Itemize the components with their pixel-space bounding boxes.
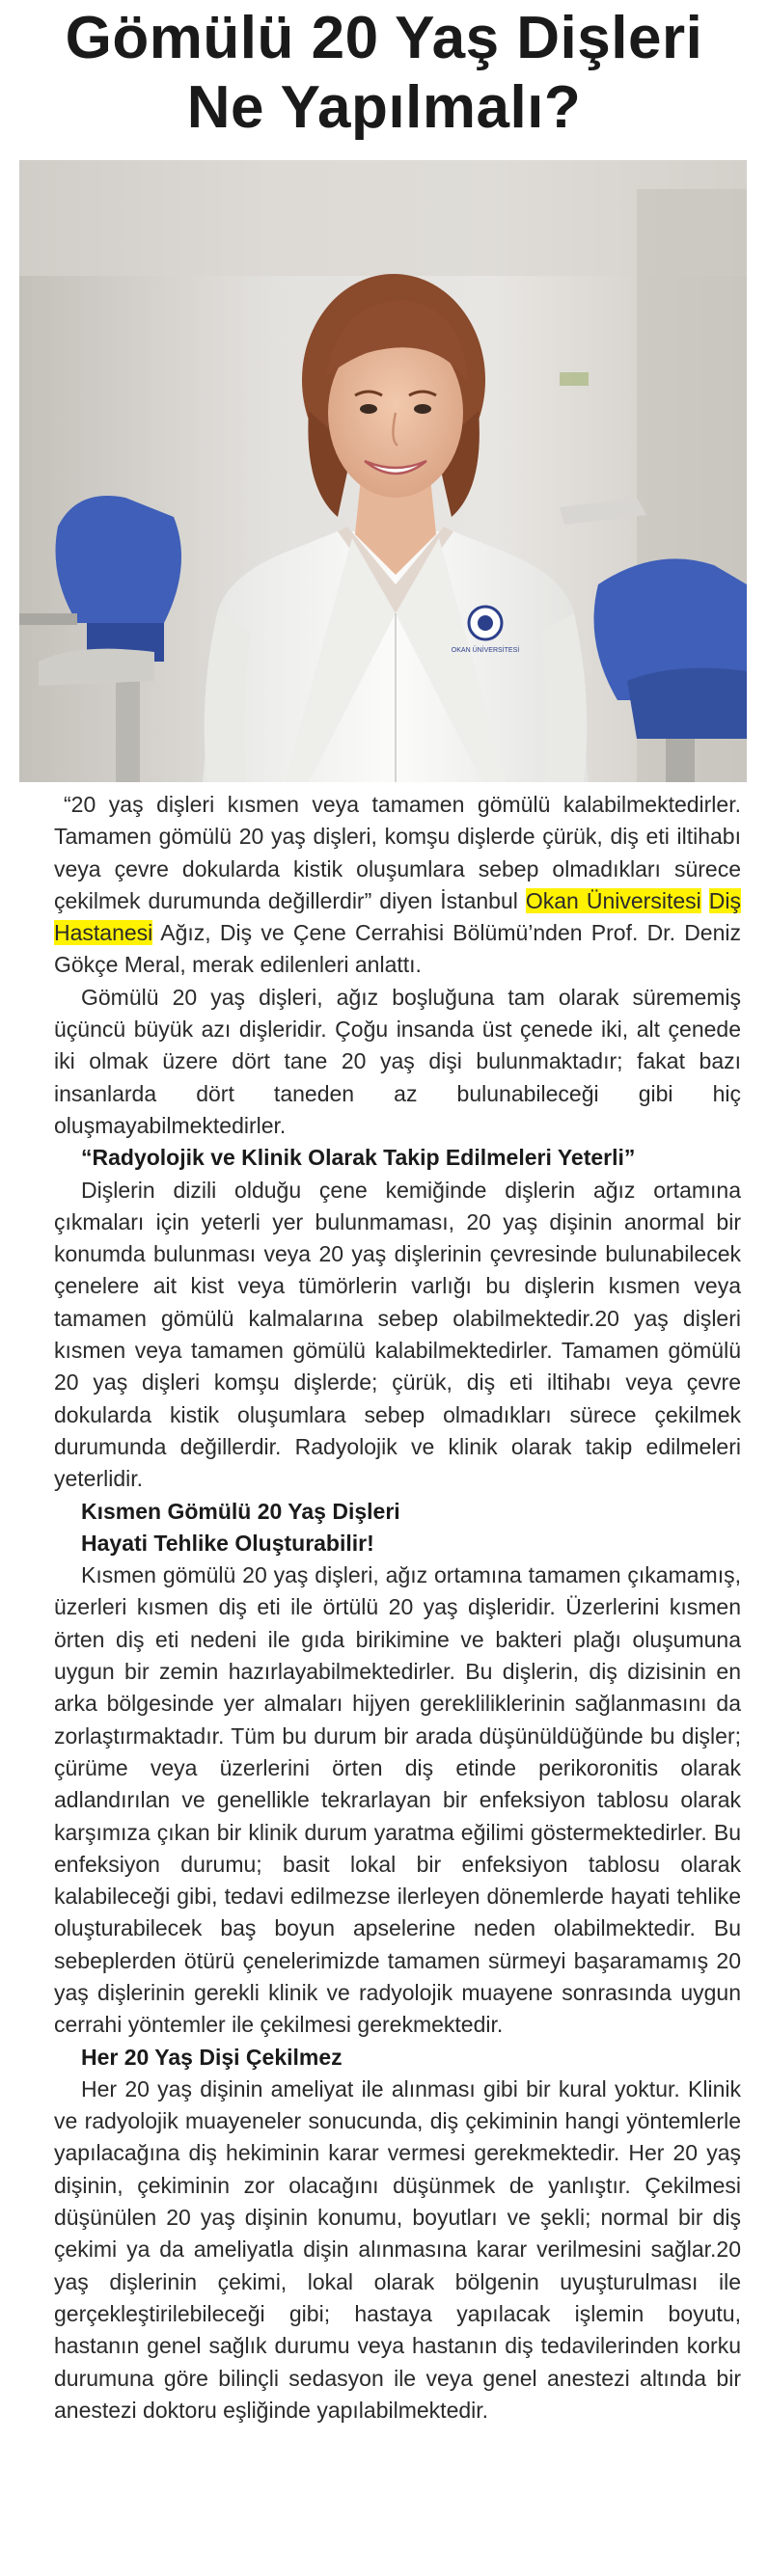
intro-space: [701, 888, 709, 913]
article-paragraph-2: Gömülü 20 yaş dişleri, ağız boşluğuna tam olarak sürememiş üçüncü büyük azı dişleridir. Çoğu insanda üst çenede iki, alt çenede iki olmak üzere dört tane 20 yaş dişi bulunmaktadır; fakat bazı insanlarda dört taneden az bulunabileceği gibi hiç oluşmayabilmektedirler.: [54, 984, 741, 1138]
article-intro-paragraph: [54, 789, 741, 982]
headline-line2: Ne Yapılmalı?: [186, 74, 582, 141]
doctor-portrait-image: [19, 160, 747, 782]
subheading-radyolojik: “Radyolojik ve Klinik Olarak Takip Edilmeleri Yeterli”: [81, 1145, 636, 1171]
article-body: [54, 789, 741, 2427]
article-paragraph-3: Dişlerin dizili olduğu çene kemiğinde dişlerin ağız ortamına çıkmaları için yeterli yer bulunmaması, 20 yaş dişinin anormal bir konumda bulunması veya 20 yaş dişlerinin çevresinde bulunabilecek çenelere ait kist veya tümörlerin varlığı bu dişlerin kısmen veya tamamen gömülü kalmalarına sebep olabilmektedir.20 yaş dişleri kısmen veya tamamen gömülü kalabilmektedirler. Tamamen gömülü 20 yaş dişleri komşu dişlerde; çürük, diş eti iltihabı veya çevre dokularda kistik oluşumlara sebep olmadıkları sürece çekilmek durumunda değillerdir. Radyolojik ve klinik olarak takip edilmeleri yeterlidir.: [54, 1177, 741, 1492]
subheading-her-20-yas: Her 20 Yaş Dişi Çekilmez: [81, 2044, 343, 2070]
subheading-kismen-gomulu-line1: Kısmen Gömülü 20 Yaş Dişleri: [81, 1498, 400, 1524]
headline-line1: Gömülü 20 Yaş Dişleri: [65, 5, 703, 71]
article-paragraph-5: Her 20 yaş dişinin ameliyat ile alınması gibi bir kural yoktur. Klinik ve radyolojik muayeneler sonucunda, diş çekiminin hangi yöntemlerle yapılacağına diş hekiminin karar vermesi gerekmektedir. Her 20 yaş dişinin, çekiminin zor olacağını düşünmek de yanlıştır. Çekilmesi düşünülen 20 yaş dişinin konumu, boyutları ve şekli; normal bir diş çekimi ya da ameliyatla dişin alınmasına karar verilmesini sağlar.20 yaş dişlerinin çekimi, lokal olarak bölgenin uyuşturulması ile gerçekleştirilebileceği gibi; hastaya yapılacak işlemin boyutu, hastanın genel sağlık durumu veya hastanın diş tedavilerinden korku durumuna göre bilinçli sedasyon ile veya genel anestezi altında bir anestezi doktoru eşliğinde yapılabilmektedir.: [54, 2075, 741, 2423]
highlight-dis-hastanesi: Diş Hastanesi: [54, 887, 742, 946]
subheading-kismen-gomulu-line2: Hayati Tehlike Oluşturabilir!: [81, 1530, 374, 1556]
intro-text: “20 yaş dişleri kısmen veya tamamen gömülü kalabilmektedirler. Tamamen gömülü 20 yaş dişleri, komşu dişlerde çürük, diş eti iltihabı veya çevre dokularda kistik oluşumlara sebep olmadıkları sürece çekilmek durumunda değillerdir” diyen İstanbul: [54, 792, 741, 913]
wall-dispenser: [560, 372, 589, 386]
coat-logo-text: OKAN ÜNİVERSİTESİ: [451, 647, 520, 654]
article-photo: [19, 160, 747, 782]
intro-text-end: Ağız, Diş ve Çene Cerrahisi Bölümü’nden Prof. Dr. Deniz Gökçe Meral, merak edilenleri anlattı.: [54, 920, 741, 978]
highlight-okan-universitesi: Okan Üniversitesi: [525, 887, 701, 913]
article-paragraph-4: Kısmen gömülü 20 yaş dişleri, ağız ortamına tamamen çıkamamış, üzerleri kısmen diş eti ile örtülü 20 yaş dişleridir. Üzerlerini kısmen örten diş eti nedeni ile gıda birikimine ve bakteri plağı oluşumuna uygun bir zemin hazırlayabilmektedirler. Bu dişlerin, diş dizisinin en arka bölgesinde yer almaları hijyen gerekliliklerinin sağlanmasını da zorlaştırmaktadır. Tüm bu durum bir arada düşünüldüğünde bu dişler; çürüme veya üzerlerini örten diş etinde perikoronitis olarak adlandırılan ve genellikle tekrarlayan bir enfeksiyon tablosu olarak karşımıza çıkan bir klinik durum yaratma eğilimi göstermektedirler. Bu enfeksiyon durumu; basit lokal bir enfeksiyon tablosu olarak kalabileceği gibi, tedavi edilmezse ilerleyen dönemlerde hayati tehlike oluşturabilecek baş boyun apselerine neden olabilmektedir. Bu sebeplerden ötürü çenelerimizde tamamen sürmeyi başaramamış 20 yaş dişlerinin gerekli klinik ve radyolojik muayene sonrasında uygun cerrahi yöntemler ile çekilmesi gerekmektedir.: [54, 1562, 741, 2038]
headline: [0, 0, 768, 143]
